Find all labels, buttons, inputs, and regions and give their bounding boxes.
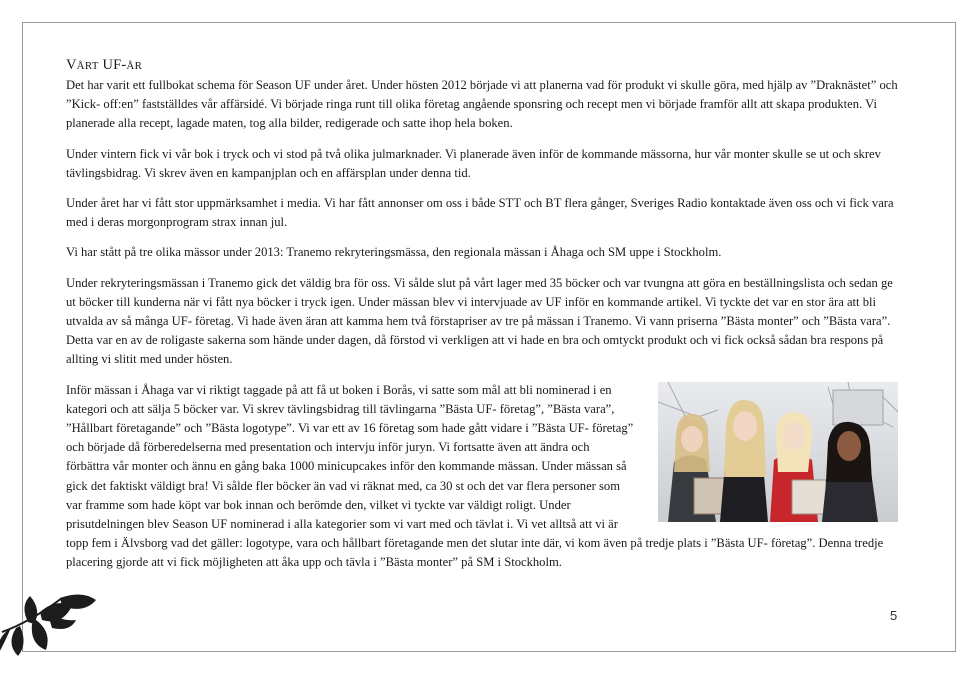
paragraph-ahaga: Inför mässan i Åhaga var vi riktigt taggade på att få ut boken i Borås, vi satte som mål att bli nominerad i en kategori och att sälja 5 böcker var. Vi skrev tävlingsbidrag till tävlingarna ”Bästa UF- företag”, ”Bästa vara”, ”Hållbart företagande” och ”Bästa logotype”. Vi var ett av 16 företag som hade gått vidare i ”Bästa UF- företag” och började då förberedelserna med presentation och intervju inför juryn. Vi fortsatte även att ändra och förbättra vår monter och ännu en gång baka 1000 minicupcakes inför den kommande mässan. Under mässan så gick det faktiskt väldigt bra! Vi sålde fler böcker än vad vi räknat med, ca 30 st och det var flera personer som var framme som hade köpt var bok innan och berömde den, vilket vi tyckte var väldigt roligt. Under prisutdelningen blev Season UF nominerad i alla kategorier som vi vart med och tävlat i. Vi vet alltså att vi är topp fem i Älvsborg vad det gäller: logotype, vara och hållbart företagande men det slutar inte där, vi kom även på tredje plats i ”Bästa UF- företag”. Denna tredje placering gjorde att vi fick möjligheten att åka upp och tävla i ”Bästa monter” på SM i Stockholm. [66,382,884,570]
paragraph-fairs: Vi har stått på tre olika mässor under 2013: Tranemo rekryteringsmässa, den regionala mässan i Åhaga och SM uppe i Stockholm. [66,245,722,260]
paragraph-media: Under året har vi fått stor uppmärksamhet i media. Vi har fått annonser om oss i både STT och BT flera gånger, Sveriges Radio kontaktade även oss och vi fick vara med i deras morgonprogram strax innan jul. [66,196,894,230]
page-number: 5 [890,608,898,623]
team-photo [658,382,898,522]
paragraph-intro: Det har varit ett fullbokat schema för Season UF under året. Under hösten 2012 började vi att planerna vad för produkt vi skulle göra, med hjälp av ”Draknästet” och ”Kick- off:en” fastställdes vår affärsidé. Vi började ringa runt till olika företag angående sponsring och recept men vi började framför allt att skapa produkten. Vi planerade alla recept, lagade maten, tog alla bilder, redigerade och satte ihop hela boken. [66,78,898,131]
paragraph-winter: Under vintern fick vi vår bok i tryck och vi stod på två olika julmarknader. Vi planerade även inför de kommande mässorna, hur vår monter skulle se ut och skrev tävlingsbidrag. Vi skrev även en kampanjplan och en affärsplan under denna tid. [66,146,881,180]
paragraph-tranemo: Under rekryteringsmässan i Tranemo gick det väldig bra för oss. Vi sålde slut på vårt lager med 35 böcker och var tvungna att göra en beställningslista och sedan ge ut böcker till kunderna när vi fått nya böcker i tryck igen. Under mässan blev vi intervjuade av UF inför en kommande artikel. Vi tyckte det var en stor ära att bli utvalda av så många UF- företag. Vi hade även äran att kamma hem två förstapriser av tre på mässan i Tranemo. Vi vann priserna ”Bästa monter” och ”Bästa vara”. Detta var en av de roligaste sakerna som hände under dagen, då förstod vi verkligen att vi hade en bra och omtyckt produkt och vi fick också sådan bra respons på allting vi slitit med under hösten. [66,275,893,367]
leaf-branch-icon [0,592,100,682]
section-heading: VÅRT UF-ÅR [66,57,143,73]
page-content [66,56,898,573]
